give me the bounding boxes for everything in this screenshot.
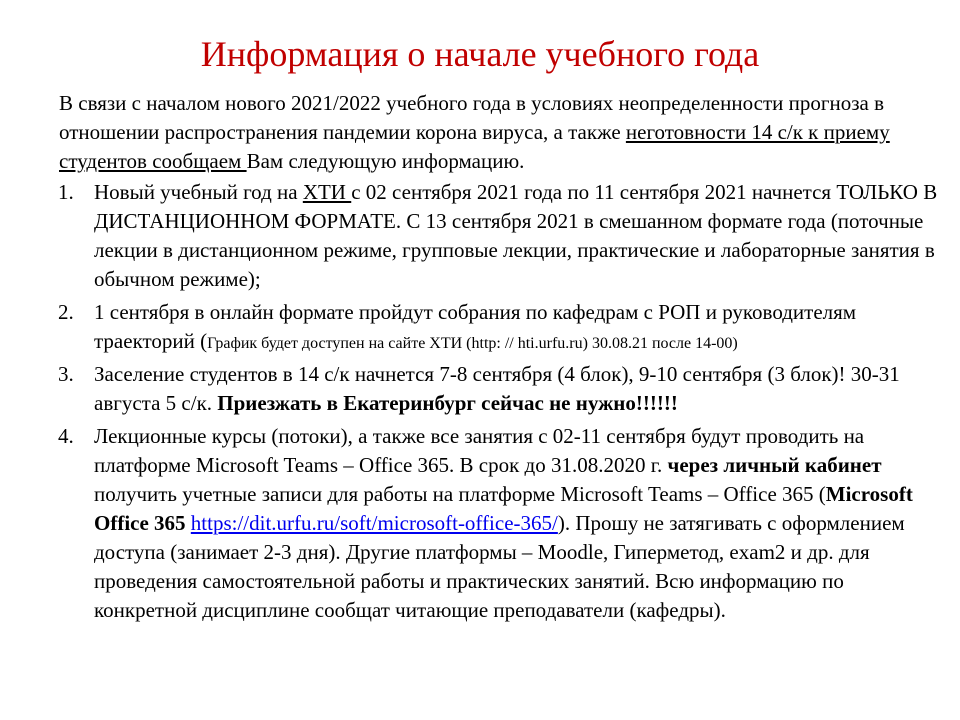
item-text: Новый учебный год на	[94, 180, 303, 204]
item-text: с 02 сентября 2021 года по 11 сентября 2021 начнется ТОЛЬКО В ДИСТАНЦИОННОМ ФОРМАТЕ. С 13 сентября 2021 в смешанном формате года (поточные лекции в дистанционном режиме, групповые лекции, практические и лабораторные занятия в обычном режиме);	[94, 180, 938, 291]
item-text: 1 сентября в онлайн формате пройдут собрания по кафедрам с РОП и руководителям траекторий (	[94, 300, 857, 353]
list-item-2	[58, 298, 938, 356]
item-text: ). Прошу не затягивать с оформлением доступа (занимает 2-3 дня). Другие платформы – Moodle, Гиперметод, exam2 и др. для проведения самостоятельной работы и практических занятий. Всю информацию по конкретной дисциплине сообщат читающие преподаватели (кафедры).	[94, 511, 905, 622]
slide-title: Информация о начале учебного года	[200, 34, 760, 74]
item-text: Заселение студентов в 14 с/к начнется 7-8 сентября (4 блок), 9-10 сентября (3 блок)! 30-31 августа 5 с/к.	[94, 362, 900, 415]
item-bold-text: через личный кабинет	[667, 453, 882, 477]
info-list	[58, 178, 938, 625]
list-item-4	[58, 422, 938, 625]
list-number: 4.	[58, 424, 74, 448]
item-text: получить учетные записи для работы на платформе Microsoft Teams – Office 365 (	[94, 482, 826, 506]
office365-link[interactable]: https://dit.urfu.ru/soft/microsoft-office-365/	[190, 511, 558, 535]
list-number: 3.	[58, 362, 74, 386]
list-number: 1.	[58, 180, 74, 204]
list-item-3	[58, 360, 938, 418]
item-text: Лекционные курсы (потоки), а также все занятия с 02-11 сентября будут проводить на платформе Microsoft Teams – Office 365. В срок до 31.08.2020 г.	[94, 424, 865, 477]
intro-paragraph	[58, 89, 938, 176]
item-small-note: График будет доступен на сайте ХТИ (http: // hti.urfu.ru) 30.08.21 после 14-00)	[207, 335, 738, 352]
intro-underlined-text: неготовности 14 с/к к приему студентов сообщаем	[59, 120, 890, 173]
item-bold-text: Microsoft Office 365	[94, 482, 913, 535]
intro-text: В связи с началом нового 2021/2022 учебного года в условиях неопределенности прогноза в отношении распространения пандемии корона вируса, а также	[59, 91, 884, 144]
list-item-1	[58, 178, 938, 294]
intro-text-end: Вам следующую информацию.	[246, 149, 525, 173]
item-bold-warning: Приезжать в Екатеринбург сейчас не нужно!!!!!!	[217, 391, 678, 415]
slide-content	[58, 89, 938, 629]
hti-link[interactable]: ХТИ	[302, 180, 352, 204]
list-number: 2.	[58, 300, 74, 324]
